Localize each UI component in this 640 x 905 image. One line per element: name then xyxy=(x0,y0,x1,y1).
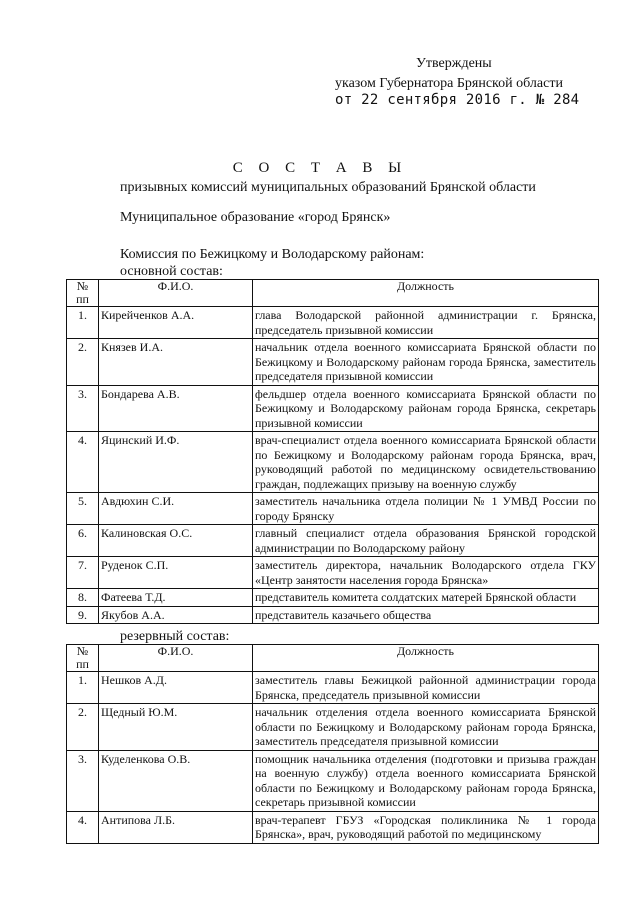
table-header-row xyxy=(67,280,599,307)
table-row xyxy=(67,385,599,432)
table-row xyxy=(67,339,599,386)
row-position: заместитель главы Бежицкой районной администрации города Брянска, председатель призывной комиссии xyxy=(253,672,599,704)
document-subtitle: призывных комиссий муниципальных образований Брянской области xyxy=(120,180,536,195)
row-position: представитель казачьего общества xyxy=(253,606,599,624)
row-num: 2. xyxy=(67,339,99,386)
header-num: № пп xyxy=(67,645,99,672)
row-num: 1. xyxy=(67,307,99,339)
header-num: № пп xyxy=(67,280,99,307)
row-position: начальник отделения отдела военного комиссариата Брянской области по Бежицкому и Володарскому районам города Брянска, заместитель председателя призывной комиссии xyxy=(253,704,599,751)
row-num: 5. xyxy=(67,493,99,525)
table-row xyxy=(67,589,599,607)
row-name: Куделенкова О.В. xyxy=(99,750,253,811)
table-header-row xyxy=(67,645,599,672)
row-position: главный специалист отдела образования Брянской городской администрации по Володарскому району xyxy=(253,525,599,557)
row-name: Нешков А.Д. xyxy=(99,672,253,704)
document-title: С О С Т А В Ы xyxy=(232,160,408,176)
row-position: врач-специалист отдела военного комиссариата Брянской области по Бежицкому и Володарскому районам города Брянска, врач, руководящий работой по медицинскому освидетельствованию граждан, подлежащих призыву на военную службу xyxy=(253,432,599,493)
row-position: начальник отдела военного комиссариата Брянской области по Бежицкому и Володарскому районам города Брянска, заместитель председателя призывной комиссии xyxy=(253,339,599,386)
row-name: Руденок С.П. xyxy=(99,557,253,589)
table-row xyxy=(67,307,599,339)
row-position: представитель комитета солдатских матерей Брянской области xyxy=(253,589,599,607)
row-name: Яцинский И.Ф. xyxy=(99,432,253,493)
row-name: Фатеева Т.Д. xyxy=(99,589,253,607)
table-row xyxy=(67,493,599,525)
header-position: Должность xyxy=(253,280,599,307)
municipality-heading: Муниципальное образование «город Брянск» xyxy=(120,210,391,225)
row-num: 3. xyxy=(67,385,99,432)
row-num: 8. xyxy=(67,589,99,607)
table-row xyxy=(67,704,599,751)
commission-heading: Комиссия по Бежицкому и Володарскому районам: xyxy=(120,247,425,262)
approval-line-3: от 22 сентября 2016 г. № 284 xyxy=(335,92,580,108)
row-name: Князев И.А. xyxy=(99,339,253,386)
row-position: заместитель начальника отдела полиции № 1 УМВД России по городу Брянску xyxy=(253,493,599,525)
row-num: 7. xyxy=(67,557,99,589)
row-position: помощник начальника отделения (подготовки и призыва граждан на военную службу) отдела военного комиссариата Брянской области по Бежицкому и Володарскому районам города Брянска, секретарь призывной комиссии xyxy=(253,750,599,811)
row-name: Кирейченков А.А. xyxy=(99,307,253,339)
approval-line-2: указом Губернатора Брянской области xyxy=(335,76,563,91)
row-name: Антипова Л.Б. xyxy=(99,811,253,843)
row-num: 2. xyxy=(67,704,99,751)
row-name: Калиновская О.С. xyxy=(99,525,253,557)
reserve-composition-caption: резервный состав: xyxy=(120,629,230,644)
table-row xyxy=(67,750,599,811)
row-name: Авдюхин С.И. xyxy=(99,493,253,525)
main-composition-table xyxy=(66,279,599,624)
row-position: врач-терапевт ГБУЗ «Городская поликлиника № 1 города Брянска», врач, руководящий работой по медицинскому xyxy=(253,811,599,843)
row-num: 3. xyxy=(67,750,99,811)
table-row xyxy=(67,525,599,557)
row-position: глава Володарской районной администрации г. Брянска, председатель призывной комиссии xyxy=(253,307,599,339)
row-position: фельдшер отдела военного комиссариата Брянской области по Бежицкому и Володарскому районам города Брянска, секретарь призывной комиссии xyxy=(253,385,599,432)
header-name: Ф.И.О. xyxy=(99,280,253,307)
row-num: 1. xyxy=(67,672,99,704)
reserve-composition-table xyxy=(66,644,599,844)
row-name: Якубов А.А. xyxy=(99,606,253,624)
table-row xyxy=(67,432,599,493)
table-row xyxy=(67,557,599,589)
row-name: Щедный Ю.М. xyxy=(99,704,253,751)
table-row xyxy=(67,811,599,843)
row-position: заместитель директора, начальник Володарского отдела ГКУ «Центр занятости населения города Брянска» xyxy=(253,557,599,589)
table-row xyxy=(67,606,599,624)
row-num: 4. xyxy=(67,432,99,493)
header-name: Ф.И.О. xyxy=(99,645,253,672)
row-num: 9. xyxy=(67,606,99,624)
row-num: 4. xyxy=(67,811,99,843)
header-position: Должность xyxy=(253,645,599,672)
row-name: Бондарева А.В. xyxy=(99,385,253,432)
row-num: 6. xyxy=(67,525,99,557)
approval-line-1: Утверждены xyxy=(416,56,492,71)
table-row xyxy=(67,672,599,704)
main-composition-caption: основной состав: xyxy=(120,264,223,279)
